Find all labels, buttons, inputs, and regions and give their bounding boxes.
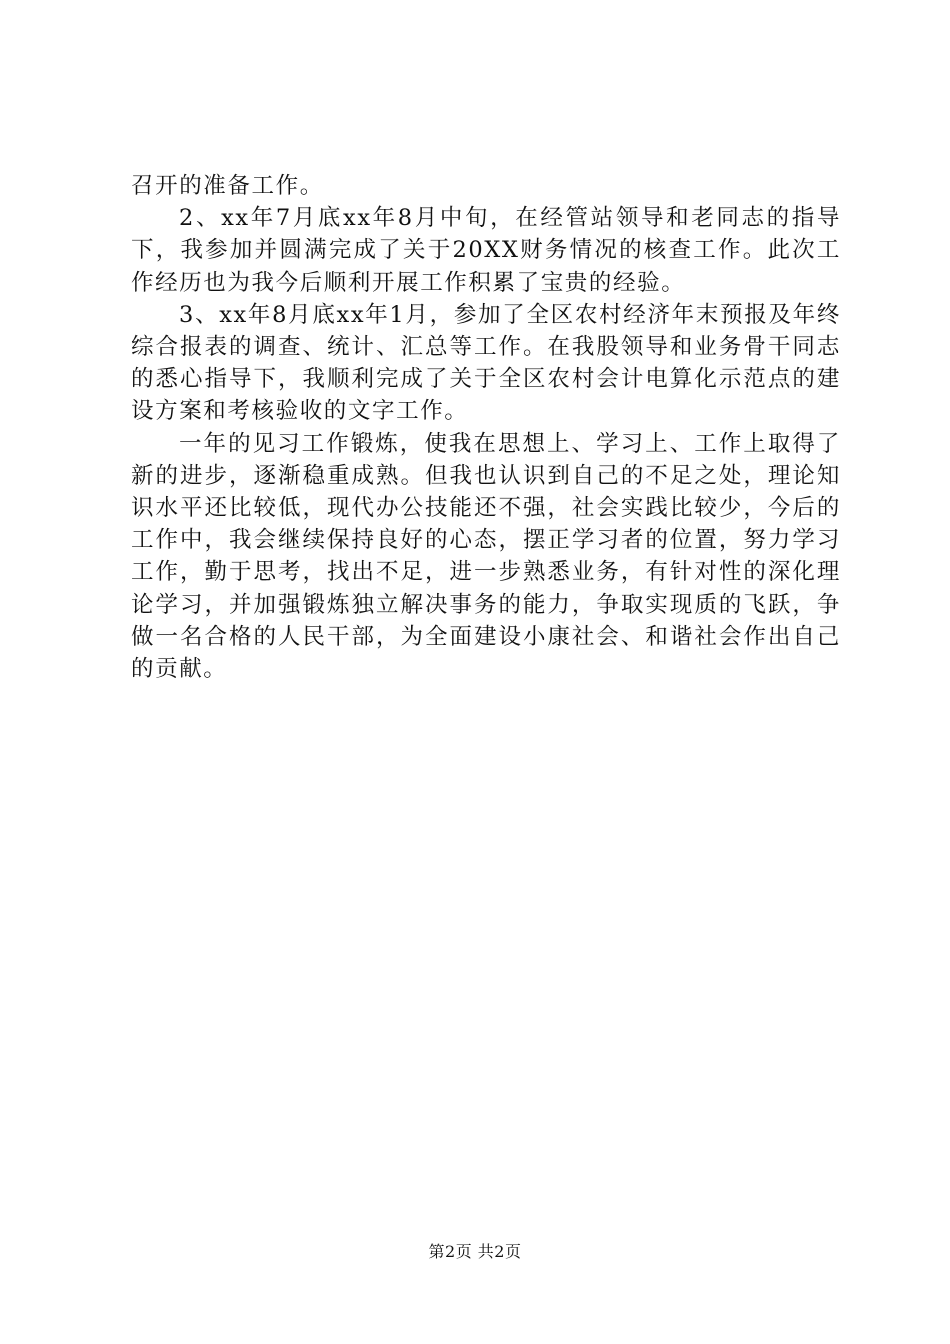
- paragraph-continuation: 召开的准备工作。: [131, 173, 324, 199]
- document-body: [131, 170, 841, 685]
- paragraph-item-2: 2、xx年7月底xx年8月中旬，在经管站领导和老同志的指导下，我参加并圆满完成了关于20XX财务情况的核查工作。此次工作经历也为我今后顺利开展工作积累了宝贵的经验。: [131, 205, 841, 296]
- paragraph-summary: 一年的见习工作锻炼，使我在思想上、学习上、工作上取得了新的进步，逐渐稳重成熟。但我也认识到自己的不足之处，理论知识水平还比较低，现代办公技能还不强，社会实践比较少，今后的工作中，我会继续保持良好的心态，摆正学习者的位置，努力学习工作，勤于思考，找出不足，进一步熟悉业务，有针对性的深化理论学习，并加强锻炼独立解决事务的能力，争取实现质的飞跃，争做一名合格的人民干部，为全面建设小康社会、和谐社会作出自己的贡献。: [131, 430, 841, 683]
- page-footer: 第2页 共2页: [428, 1242, 522, 1261]
- paragraph-item-3: 3、xx年8月底xx年1月，参加了全区农村经济年末预报及年终综合报表的调查、统计、汇总等工作。在我股领导和业务骨干同志的悉心指导下，我顺利完成了关于全区农村会计电算化示范点的建设方案和考核验收的文字工作。: [131, 301, 841, 425]
